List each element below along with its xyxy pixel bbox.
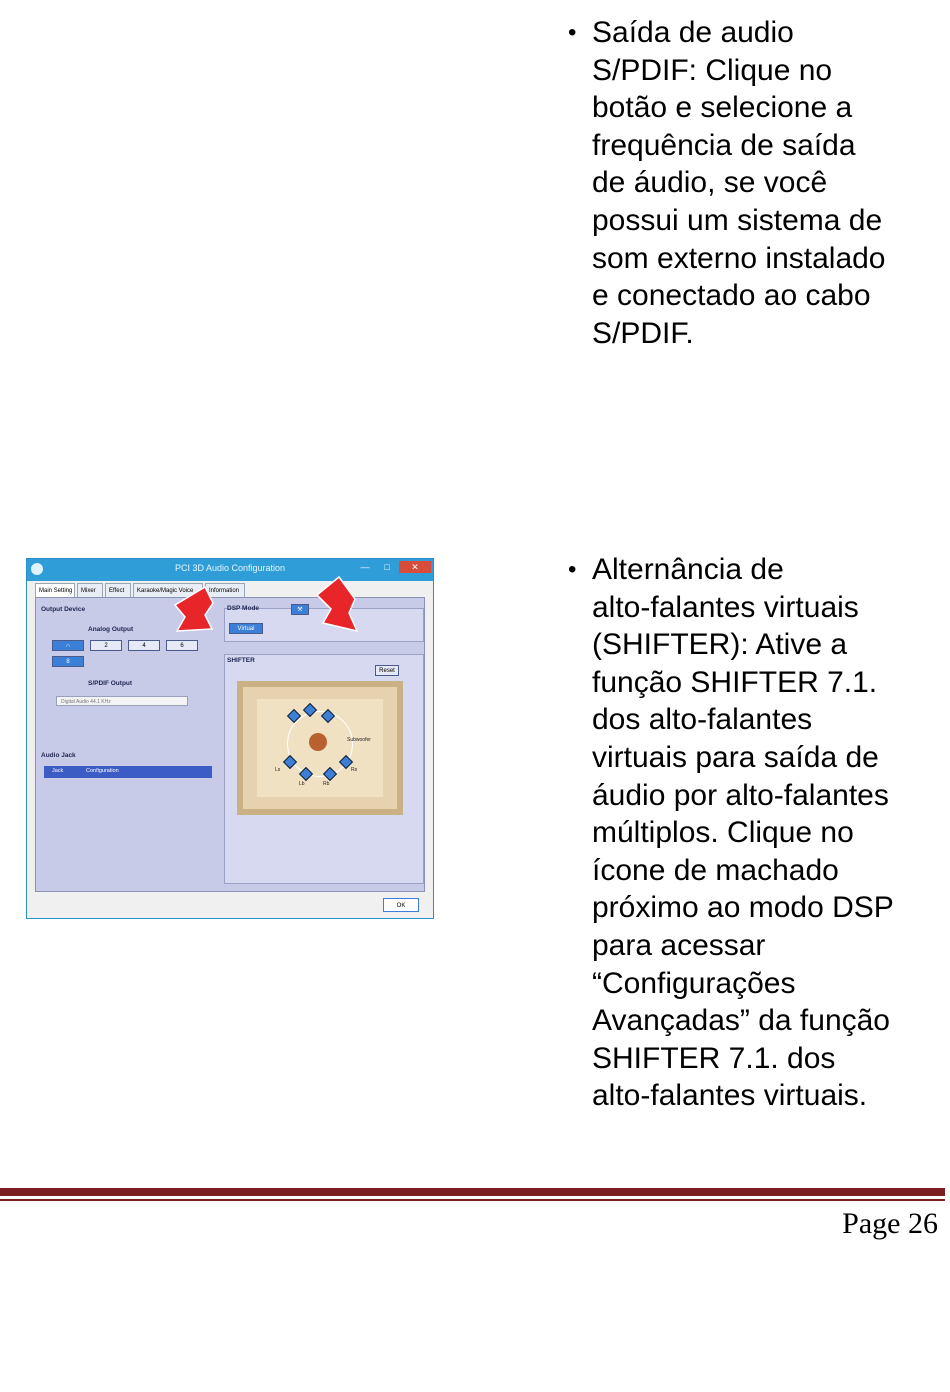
bullet-text: Saída de audio S/PDIF: Clique no botão e selecione a frequência de saída de áudio, se você possui um sistema de som externo instalado e conectado ao cabo S/PDIF. xyxy=(592,16,886,350)
bullet-text: Alternância de alto-falantes virtuais (SHIFTER): Ative a função SHIFTER 7.1. dos alto-falantes virtuais para saída de áudio por alto-falantes múltiplos. Clique no ícone de machado próximo ao modo DSP para acessar “Configurações Avançadas” da função SHIFTER 7.1. dos alto-falantes virtuais. xyxy=(592,553,894,1113)
spdif-output-label: S/PDIF Output xyxy=(88,680,133,687)
spdif-dropdown[interactable]: Digital Audio 44.1 KHz xyxy=(56,696,188,706)
bullet-symbol: • xyxy=(568,556,577,583)
channel-4-button[interactable]: 4 xyxy=(128,640,160,651)
ls-label: Ls xyxy=(275,767,281,773)
close-icon[interactable]: ✕ xyxy=(399,561,431,573)
tab-effect[interactable]: Effect xyxy=(105,583,131,597)
footer-rule-thin xyxy=(0,1199,945,1201)
shifter-label: SHIFTER xyxy=(227,657,255,664)
reset-button[interactable]: Reset xyxy=(375,665,399,676)
jack-column: Jack xyxy=(52,768,64,774)
channel-8-button[interactable]: 8 xyxy=(52,656,84,667)
minimize-icon[interactable]: — xyxy=(360,562,370,572)
advanced-settings-axe-icon[interactable]: ⚒ xyxy=(291,604,309,615)
configuration-column: Configuration xyxy=(86,768,119,774)
tab-mixer[interactable]: Mixer xyxy=(77,583,103,597)
lb-label: Lb xyxy=(299,781,305,787)
virtual-button[interactable]: Virtual xyxy=(229,623,263,634)
audio-jack-label: Audio Jack xyxy=(41,752,76,759)
red-arrow-left xyxy=(175,587,213,631)
channel-6-button[interactable]: 6 xyxy=(166,640,198,651)
output-device-label: Output Device xyxy=(41,606,86,613)
rs-label: Rs xyxy=(351,767,358,773)
tab-information[interactable]: Information xyxy=(205,583,245,597)
page-number: Page 26 xyxy=(842,1207,938,1240)
dsp-mode-label: DSP Mode xyxy=(227,605,260,612)
analog-output-label: Analog Output xyxy=(88,626,134,633)
annotation-arrows xyxy=(27,559,433,918)
bullet-symbol: • xyxy=(568,19,577,46)
rb-label: Rb xyxy=(323,781,330,787)
window-title: PCI 3D Audio Configuration xyxy=(174,563,286,573)
channel-2-button[interactable]: 2 xyxy=(90,640,122,651)
tab-main-setting[interactable]: Main Setting xyxy=(35,583,75,597)
red-arrow-right xyxy=(317,577,357,631)
footer-rule-thick xyxy=(0,1188,945,1196)
maximize-icon[interactable]: □ xyxy=(384,562,390,572)
headphone-button[interactable]: ∩ xyxy=(52,640,84,651)
ok-button[interactable]: OK xyxy=(383,898,419,912)
subwoofer-label: Subwoofer xyxy=(347,737,371,743)
audio-config-screenshot xyxy=(26,558,434,919)
tab-karaoke[interactable]: Karaoke/Magic Voice xyxy=(133,583,203,597)
